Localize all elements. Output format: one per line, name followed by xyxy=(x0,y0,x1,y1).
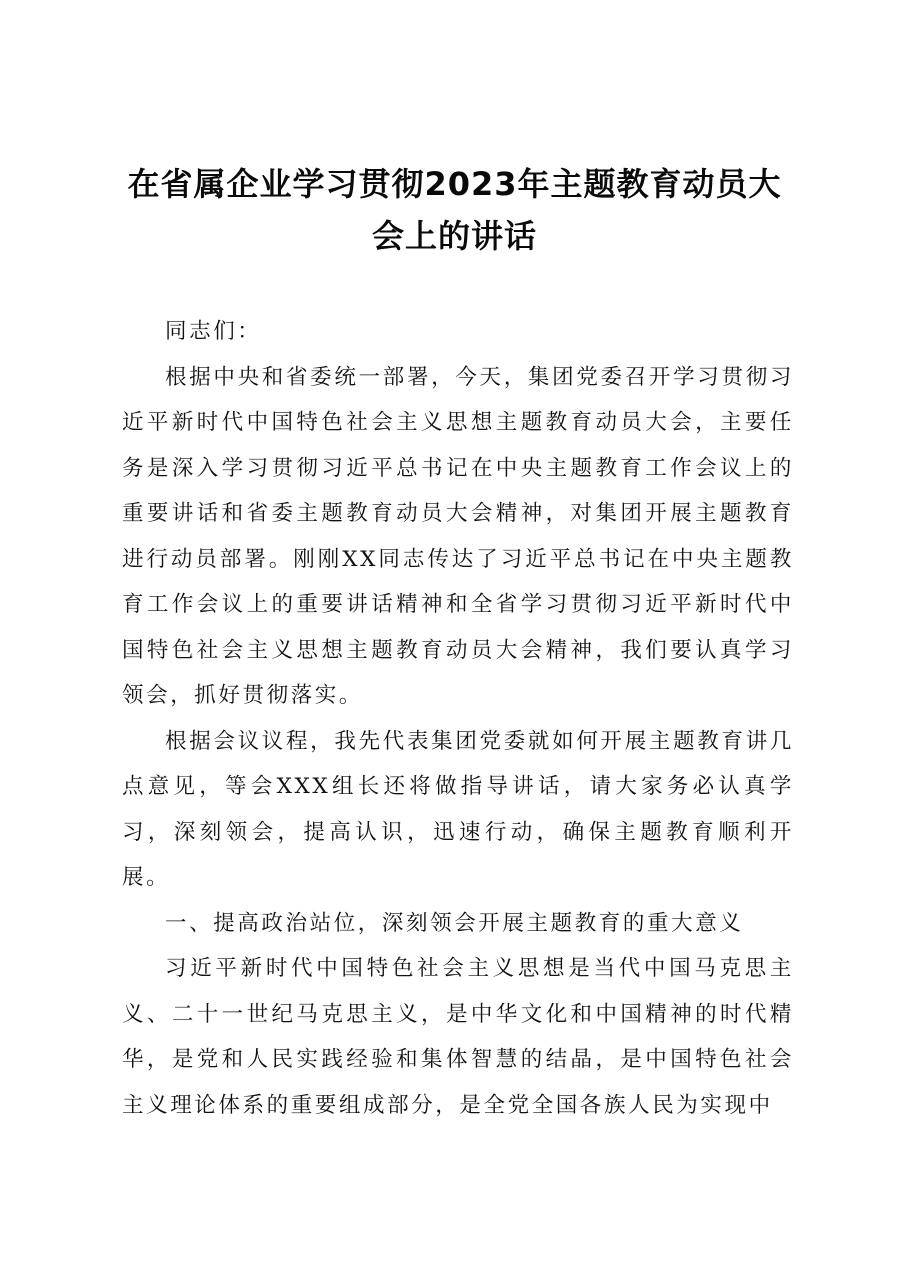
title-line-2: 会上的讲话 xyxy=(371,217,537,255)
title-line-1: 在省属企业学习贯彻2023年主题教育动员大 xyxy=(127,165,782,203)
body-paragraph: 根据会议议程，我先代表集团党委就如何开展主题教育讲几点意见，等会XXX组长还将做指导讲话，请大家务必认真学习，深刻领会，提高认识，迅速行动，确保主题教育顺利开展。 xyxy=(122,728,794,890)
body-paragraph: 根据中央和省委统一部署，今天，集团党委召开学习贯彻习近平新时代中国特色社会主义思想主题教育动员大会，主要任务是深入学习贯彻习近平总书记在中央主题教育工作会议上的重要讲话和省委主题教育动员大会精神，对集团开展主题教育进行动员部署。刚刚XX同志传达了习近平总书记在中央主题教育工作会议上的重要讲话精神和全省学习贯彻习近平新时代中国特色社会主义思想主题教育动员大会精神，我们要认真学习领会，抓好贯彻落实。 xyxy=(122,364,794,708)
document-body xyxy=(122,309,794,1128)
body-paragraph: 习近平新时代中国特色社会主义思想是当代中国马克思主义、二十一世纪马克思主义，是中华文化和中国精神的时代精华，是党和人民实践经验和集体智慧的结晶，是中国特色社会主义理论体系的重要组成部分，是全党全国各族人民为实现中 xyxy=(122,956,794,1118)
salutation: 同志们： xyxy=(165,319,262,344)
document-title xyxy=(110,158,799,262)
section-heading: 一、提高政治站位，深刻领会开展主题教育的重大意义 xyxy=(165,910,744,936)
